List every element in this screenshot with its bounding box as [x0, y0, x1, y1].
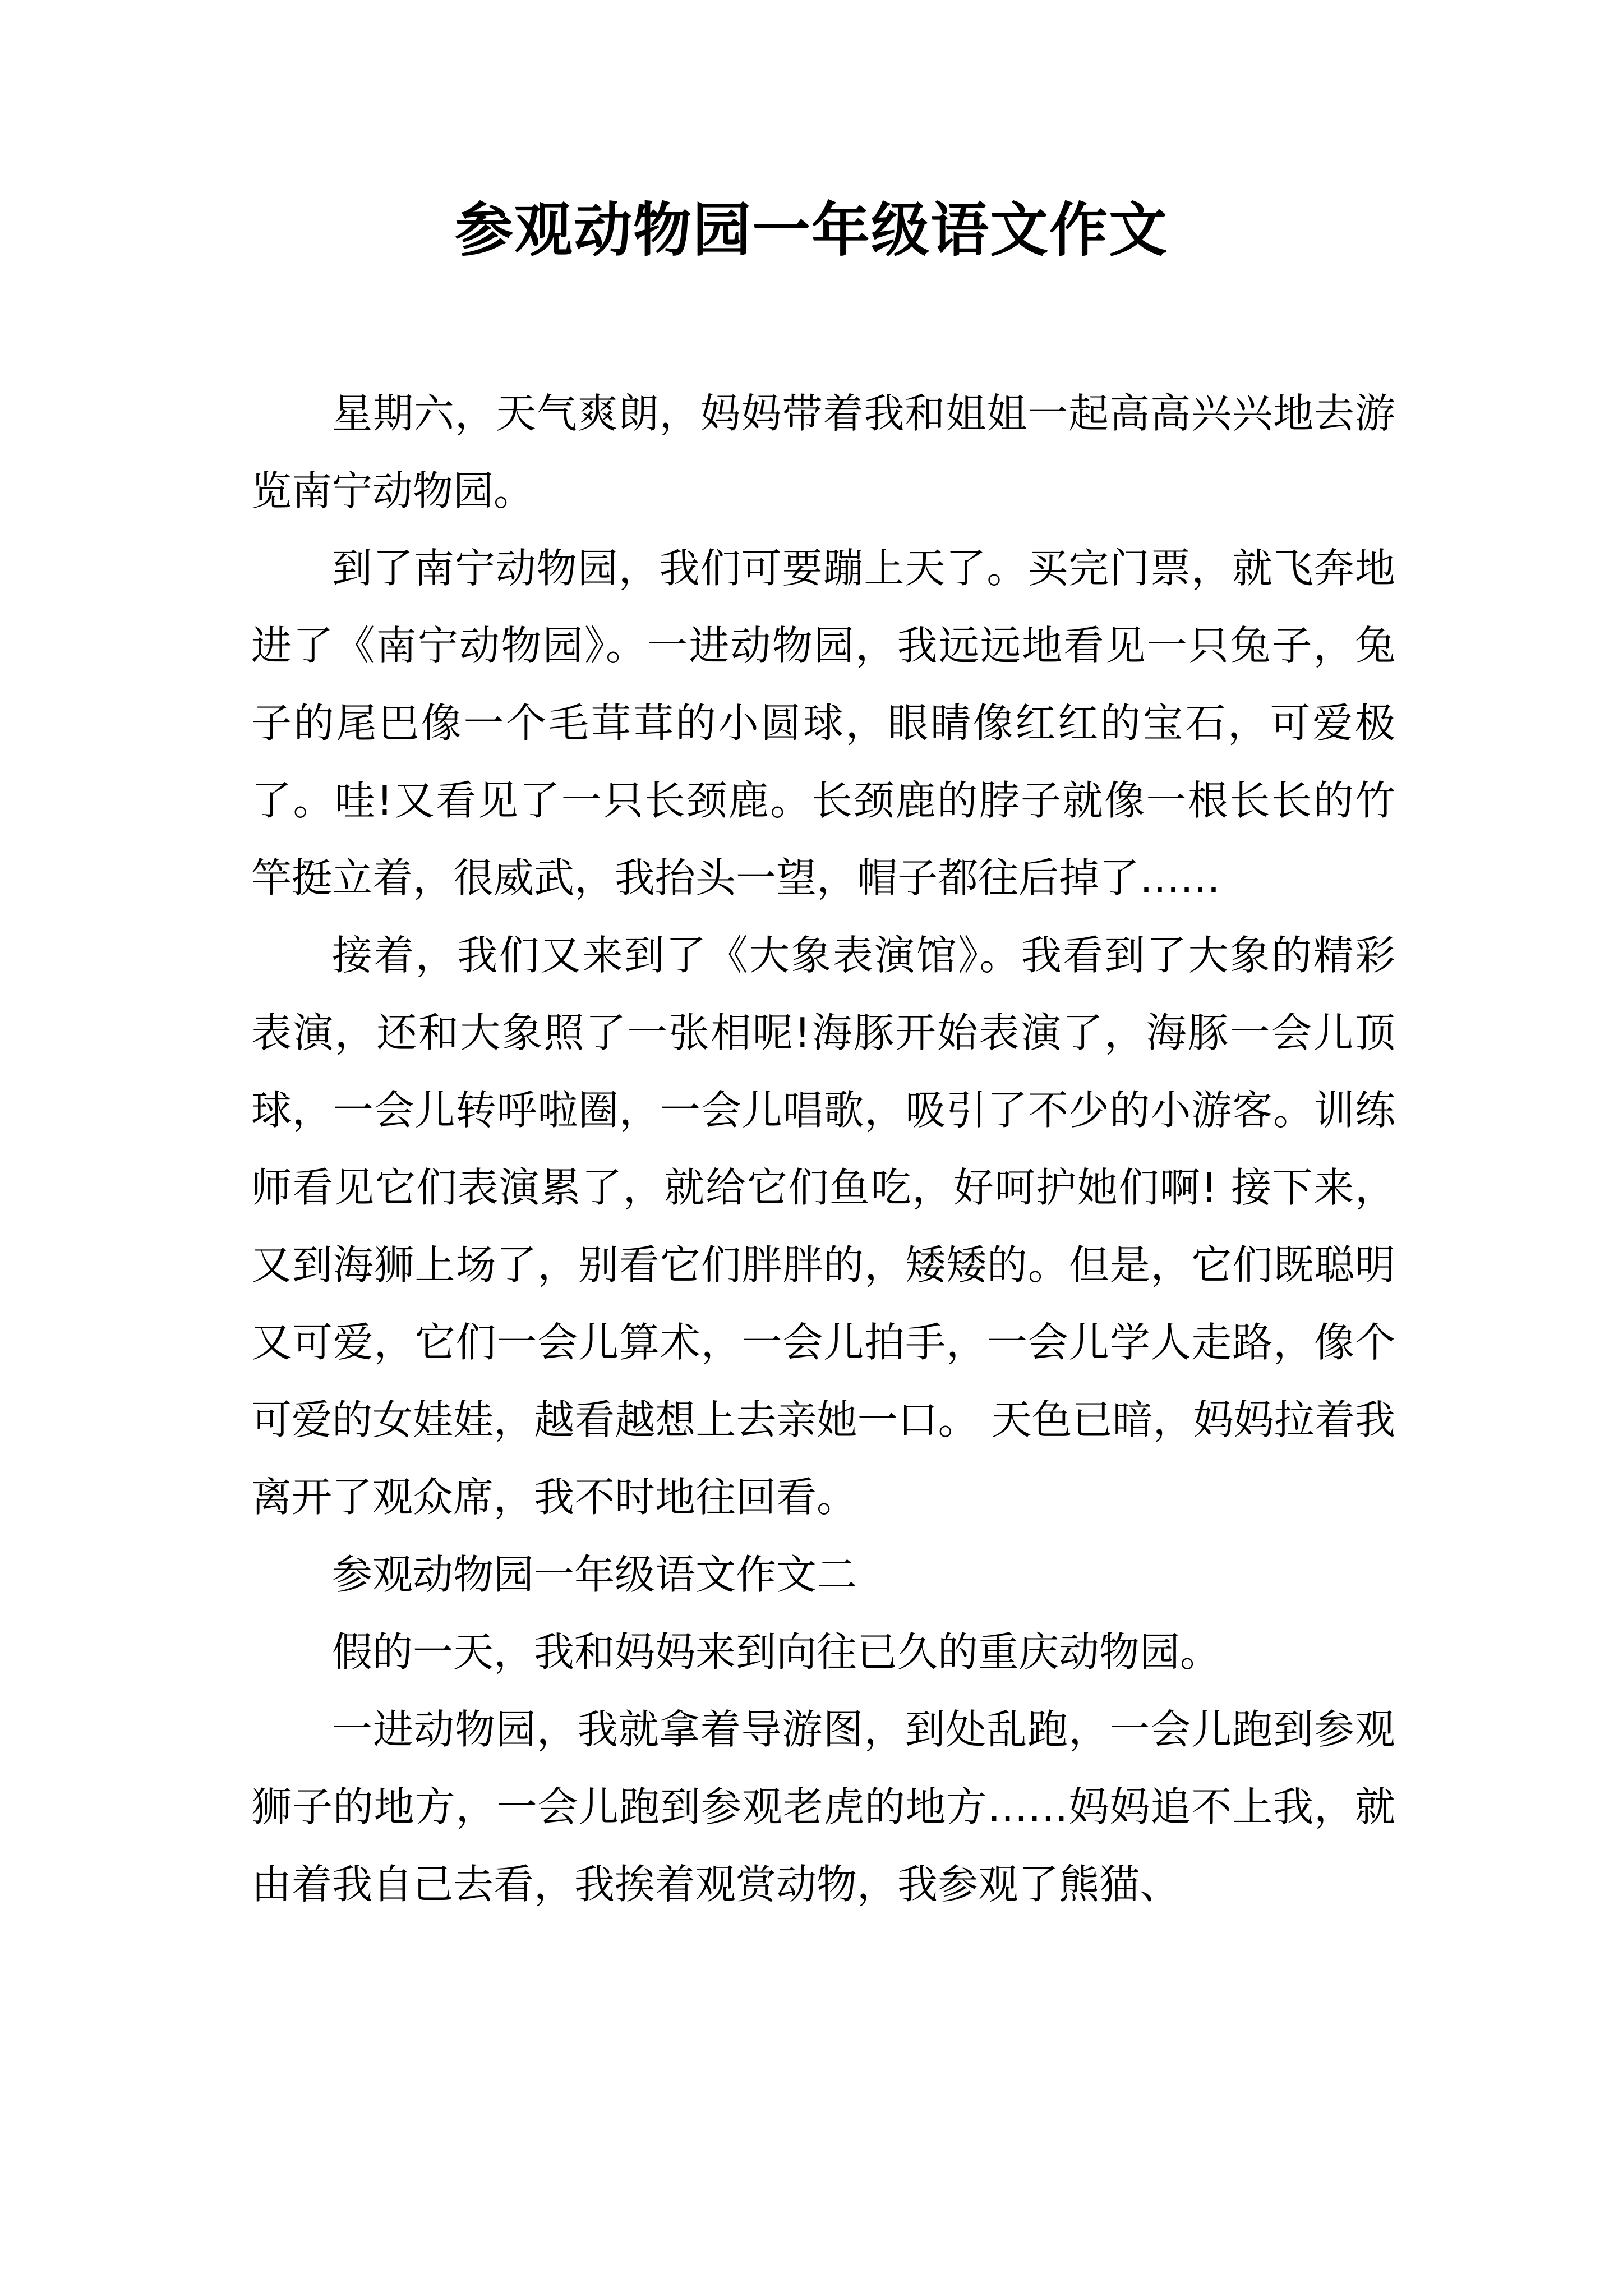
paragraph-5: 一进动物园，我就拿着导游图，到处乱跑，一会儿跑到参观狮子的地方，一会儿跑到参观老虎的地方……妈妈追不上我，就由着我自己去看，我挨着观赏动物，我参观了熊猫、: [251, 1706, 1395, 1908]
paragraph-3: 接着，我们又来到了《大象表演馆》。我看到了大象的精彩表演，还和大象照了一张相呢!海豚开始表演了，海豚一会儿顶球，一会儿转呼啦圈，一会儿唱歌，吸引了不少的小游客。训练师看见它们表演累了，就给它们鱼吃，好呵护她们啊! 接下来，又到海狮上场了，别看它们胖胖的，矮矮的。但是，它们既聪明又可爱，它们一会儿算术，一会儿拍手，一会儿学人走路，像个可爱的女娃娃，越看越想上去亲她一口。 天色已暗，妈妈拉着我离开了观众席，我不时地往回看。: [251, 932, 1395, 1521]
section-heading-2: 参观动物园一年级语文作文二: [332, 1551, 857, 1598]
paragraph-1: 星期六，天气爽朗，妈妈带着我和姐姐一起高高兴兴地去游览南宁动物园。: [251, 390, 1395, 514]
document-title: 参观动物园一年级语文作文: [454, 195, 1168, 264]
paragraph-2: 到了南宁动物园，我们可要蹦上天了。买完门票，就飞奔地进了《南宁动物园》。一进动物园，我远远地看见一只兔子，兔子的尾巴像一个毛茸茸的小圆球，眼睛像红红的宝石，可爱极了。哇!又看见了一只长颈鹿。长颈鹿的脖子就像一根长长的竹竿挺立着，很威武，我抬头一望，帽子都往后掉了……: [251, 545, 1395, 901]
document-body: [251, 375, 1395, 1923]
paragraph-4: 假的一天，我和妈妈来到向往已久的重庆动物园。: [332, 1628, 1221, 1676]
